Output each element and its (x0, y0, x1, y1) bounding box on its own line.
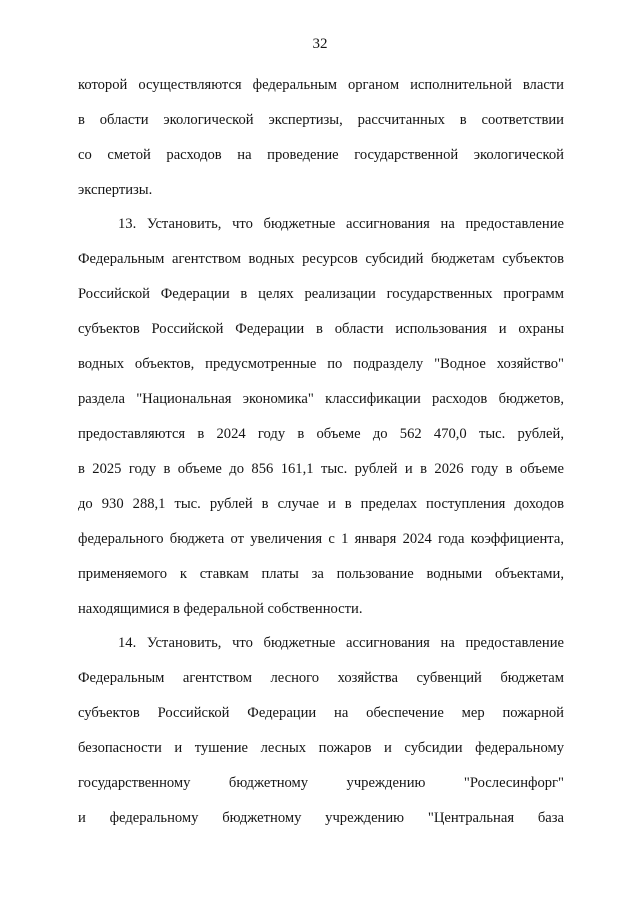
text-line: до 930 288,1 тыс. рублей в случае и в пределах поступления доходов (78, 496, 564, 512)
text-line: безопасности и тушение лесных пожаров и субсидии федеральному (78, 740, 564, 756)
text-line: находящимися в федеральной собственности. (78, 601, 363, 617)
text-line: в области экологической экспертизы, рассчитанных в соответствии (78, 112, 564, 128)
text-line: раздела "Национальная экономика" классификации расходов бюджетов, (78, 391, 564, 407)
text-line: Федеральным агентством лесного хозяйства субвенций бюджетам (78, 670, 564, 686)
text-line: в 2025 году в объеме до 856 161,1 тыс. рублей и в 2026 году в объеме (78, 461, 564, 477)
text-line: водных объектов, предусмотренные по подразделу "Водное хозяйство" (78, 356, 564, 372)
text-line: которой осуществляются федеральным органом исполнительной власти (78, 77, 564, 93)
text-line: предоставляются в 2024 году в объеме до 562 470,0 тыс. рублей, (78, 426, 564, 442)
text-line: субъектов Российской Федерации в области использования и охраны (78, 321, 564, 337)
text-line: экспертизы. (78, 182, 153, 198)
paragraph-14-start: 14. Установить, что бюджетные ассигнования на предоставление (118, 635, 564, 651)
text-line: Федеральным агентством водных ресурсов субсидий бюджетам субъектов (78, 251, 564, 267)
text-line: со сметой расходов на проведение государственной экологической (78, 147, 564, 163)
text-line: федерального бюджета от увеличения с 1 января 2024 года коэффициента, (78, 531, 564, 547)
text-line: применяемого к ставкам платы за пользование водными объектами, (78, 566, 564, 582)
text-line: и федеральному бюджетному учреждению "Центральная база (78, 810, 564, 826)
text-line: субъектов Российской Федерации на обеспечение мер пожарной (78, 705, 564, 721)
page-number: 32 (312, 36, 328, 52)
paragraph-13-start: 13. Установить, что бюджетные ассигнования на предоставление (118, 216, 564, 232)
text-line: Российской Федерации в целях реализации государственных программ (78, 286, 564, 302)
text-line: государственному бюджетному учреждению "Рослесинфорг" (78, 775, 564, 791)
